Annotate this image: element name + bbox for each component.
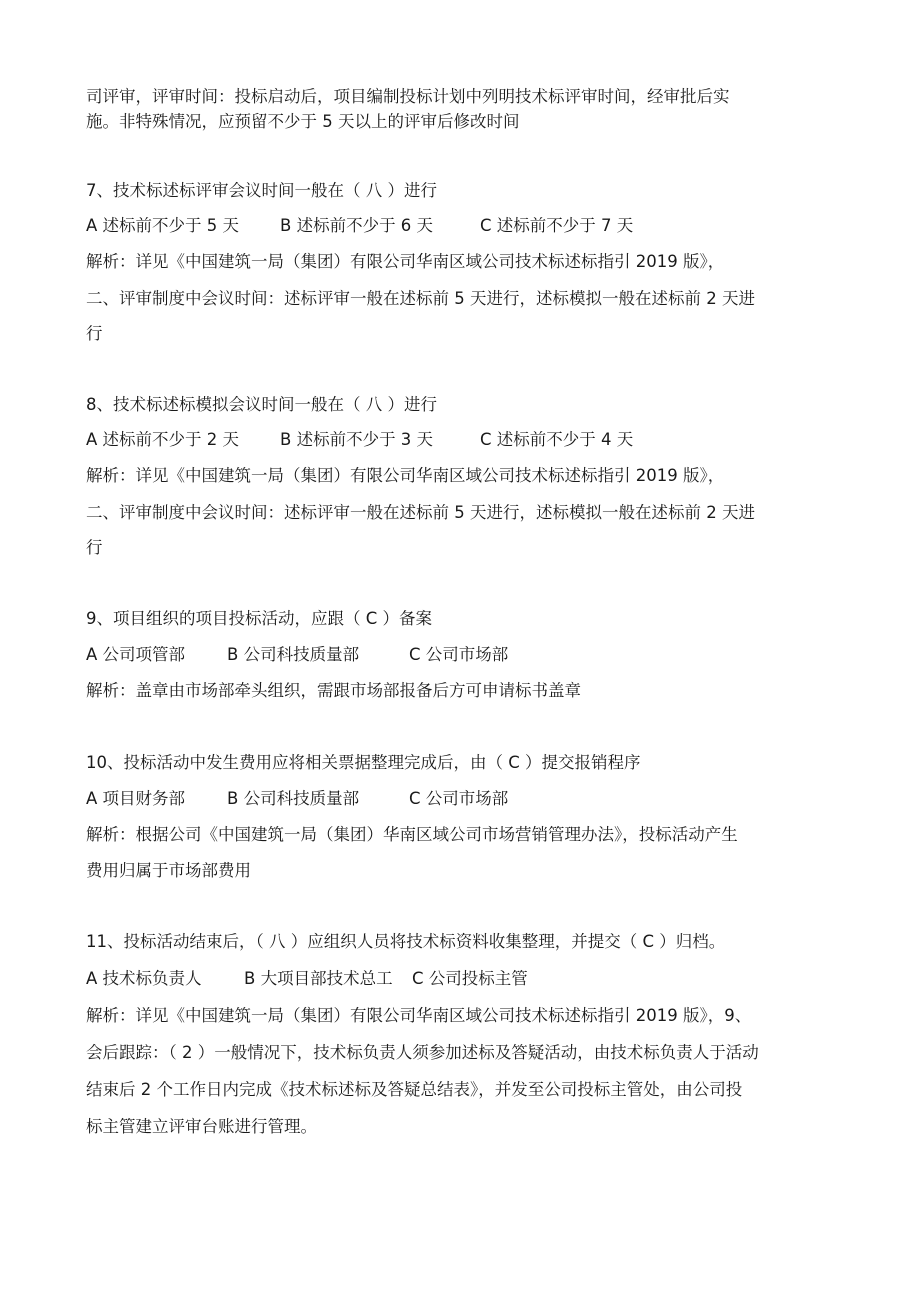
intro-line-1: 司评审，评审时间：投标启动后，项目编制投标计划中列明技术标评审时间，经审批后实 [86, 87, 730, 106]
q8-options [86, 428, 633, 452]
q7-analysis-1: 解析：详见《中国建筑一局（集团）有限公司华南区域公司技术标述标指引 2019 版》， [86, 252, 725, 271]
q8-analysis-1: 解析：详见《中国建筑一局（集团）有限公司华南区域公司技术标述标指引 2019 版》， [86, 466, 725, 485]
q10-analysis-1: 解析：根据公司《中国建筑一局（集团）华南区域公司市场营销管理办法》，投标活动产生 [86, 825, 738, 844]
q11-question: 11、投标活动结束后，（ 八 ）应组织人员将技术标资料收集整理，并提交（ C ）归档。 [86, 932, 726, 951]
q8-analysis-3: 行 [86, 538, 103, 557]
q9-option-b: B 公司科技质量部 [227, 645, 360, 664]
q11-analysis-1: 解析：详见《中国建筑一局（集团）有限公司华南区域公司技术标述标指引 2019 版》，9、 [86, 1006, 752, 1025]
q9-analysis-1: 解析：盖章由市场部牵头组织，需跟市场部报备后方可申请标书盖章 [86, 681, 581, 700]
q7-analysis-3: 行 [86, 324, 103, 343]
q11-option-b: B 大项目部技术总工 [244, 969, 393, 988]
q10-question: 10、投标活动中发生费用应将相关票据整理完成后，由（ C ）提交报销程序 [86, 753, 641, 772]
q10-options [86, 787, 508, 811]
q7-options [86, 214, 633, 238]
q8-analysis-2: 二、评审制度中会议时间：述标评审一般在述标前 5 天进行，述标模拟一般在述标前 2 天进 [86, 503, 755, 522]
q8-question: 8、技术标述标模拟会议时间一般在（ 八 ）进行 [86, 395, 437, 414]
q11-analysis-4: 标主管建立评审台账进行管理。 [86, 1117, 317, 1136]
q7-option-c: C 述标前不少于 7 天 [480, 216, 634, 235]
q11-analysis-3: 结束后 2 个工作日内完成《技术标述标及答疑总结表》，并发至公司投标主管处，由公司投 [86, 1080, 743, 1099]
q9-option-c: C 公司市场部 [409, 645, 509, 664]
q9-question: 9、项目组织的项目投标活动，应跟（ C ）备案 [86, 609, 433, 628]
q11-analysis-2: 会后跟踪：（ 2 ）一般情况下，技术标负责人须参加述标及答疑活动，由技术标负责人于活动 [86, 1043, 759, 1062]
q7-analysis-2: 二、评审制度中会议时间：述标评审一般在述标前 5 天进行，述标模拟一般在述标前 2 天进 [86, 289, 755, 308]
q9-option-a: A 公司项管部 [86, 645, 186, 664]
q11-option-c: C 公司投标主管 [412, 969, 528, 988]
q7-option-a: A 述标前不少于 5 天 [86, 216, 240, 235]
q9-options [86, 643, 508, 667]
q8-option-b: B 述标前不少于 3 天 [280, 430, 434, 449]
q10-analysis-2: 费用归属于市场部费用 [86, 861, 251, 880]
q10-option-a: A 项目财务部 [86, 789, 186, 808]
q8-option-c: C 述标前不少于 4 天 [480, 430, 634, 449]
q11-option-a: A 技术标负责人 [86, 969, 202, 988]
q10-option-b: B 公司科技质量部 [227, 789, 360, 808]
q11-options [86, 967, 528, 991]
q8-option-a: A 述标前不少于 2 天 [86, 430, 240, 449]
intro-line-2: 施。非特殊情况，应预留不少于 5 天以上的评审后修改时间 [86, 112, 520, 131]
q10-option-c: C 公司市场部 [409, 789, 509, 808]
q7-option-b: B 述标前不少于 6 天 [280, 216, 434, 235]
q7-question: 7、技术标述标评审会议时间一般在（ 八 ）进行 [86, 181, 437, 200]
